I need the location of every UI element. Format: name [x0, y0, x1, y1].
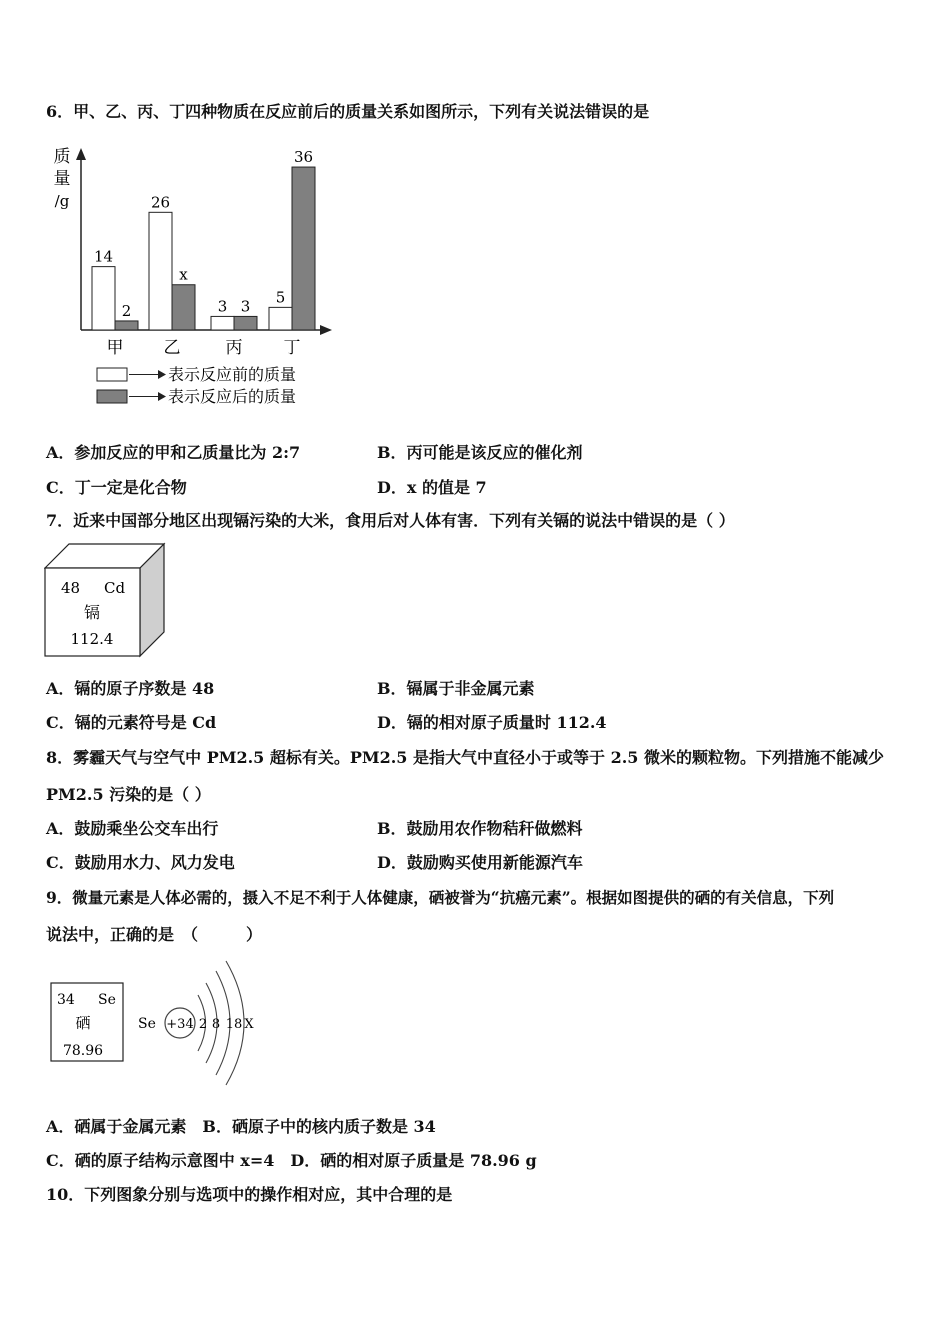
bar-甲-after [115, 321, 138, 330]
q7-element-cube [44, 542, 174, 662]
bar-乙-before [149, 212, 172, 330]
q6-option-a[interactable]: A．参加反应的甲和乙质量比为 2:7 [46, 443, 301, 462]
q8-option-a[interactable]: A．鼓励乘坐公交车出行 [46, 819, 219, 838]
data-label-乙-before: 26 [150, 193, 171, 212]
se-atomic-number: 34 [57, 992, 75, 1008]
nucleus-charge: +34 [166, 1017, 194, 1032]
q8-stem-line1: 8．雾霾天气与空气中 PM2.5 超标有关。PM2.5 是指大气中直径小于或等于 2.5 微米的颗粒物。下列措施不能减少 [46, 748, 884, 767]
q7-option-c[interactable]: C．镉的元素符号是 Cd [46, 713, 217, 732]
data-label-丙-after: 3 [240, 297, 251, 316]
shell-4-electrons: X [244, 1017, 254, 1032]
se-mass: 78.96 [62, 1043, 104, 1059]
q6-stem: 6．甲、乙、丙、丁四种物质在反应前后的质量关系如图所示，下列有关说法错误的是 [46, 102, 650, 121]
cd-name: 镉 [83, 603, 101, 622]
q6-option-b[interactable]: B．丙可能是该反应的催化剂 [377, 443, 583, 462]
bar-乙-after [172, 285, 195, 330]
diagram-symbol: Se [138, 1016, 156, 1032]
q7-option-a[interactable]: A．镉的原子序数是 48 [46, 679, 215, 698]
q10-stem: 10．下列图象分别与选项中的操作相对应，其中合理的是 [46, 1185, 453, 1204]
y-axis-arrow [76, 148, 86, 160]
legend-swatch-before [97, 368, 127, 381]
bar-丙-before [211, 316, 234, 330]
bar-丁-after [292, 167, 315, 330]
category-label-丁: 丁 [283, 338, 301, 358]
bar-丙-after [234, 316, 257, 330]
q6-option-d[interactable]: D．x 的值是 7 [377, 478, 487, 497]
x-axis-arrow [320, 325, 332, 335]
legend-label-before: 表示反应前的质量 [168, 365, 297, 384]
cd-mass: 112.4 [70, 630, 114, 648]
cd-atomic-number: 48 [61, 579, 81, 597]
q8-option-d[interactable]: D．鼓励购买使用新能源汽车 [377, 853, 583, 872]
q6-bar-chart [40, 138, 380, 418]
category-label-甲: 甲 [106, 338, 124, 358]
data-label-乙-after: x [179, 265, 188, 284]
legend-swatch-after [97, 390, 127, 403]
q9-stem-line1: 9．微量元素是人体必需的，摄入不足不利于人体健康，硒被誉为“抗癌元素”。根据如图提供的硒的有关信息，下列 [46, 888, 835, 907]
q8-option-b[interactable]: B．鼓励用农作物秸秆做燃料 [377, 819, 583, 838]
q6-option-c[interactable]: C．丁一定是化合物 [46, 478, 187, 497]
legend-label-after: 表示反应后的质量 [168, 387, 297, 406]
q7-stem: 7．近来中国部分地区出现镉污染的大米，食用后对人体有害．下列有关镉的说法中错误的是（ ） [46, 511, 735, 530]
shell-1-electrons: 2 [198, 1017, 208, 1032]
category-label-乙: 乙 [163, 338, 181, 358]
q9-stem-line2: 说法中，正确的是 （ ） [46, 925, 263, 944]
category-label-丙: 丙 [225, 338, 243, 358]
q9-selenium-figure [48, 955, 278, 1090]
bar-丁-before [269, 307, 292, 330]
data-label-丙-before: 3 [217, 297, 228, 316]
q7-option-d[interactable]: D．镉的相对原子质量时 112.4 [377, 713, 607, 732]
q9-options-cd[interactable]: C．硒的原子结构示意图中 x=4 D．硒的相对原子质量是 78.96 g [46, 1151, 537, 1170]
ylabel-char-1: 质 [53, 147, 71, 167]
ylabel-unit: /g [54, 192, 70, 210]
se-name: 硒 [75, 1014, 91, 1032]
q8-stem-line2: PM2.5 污染的是（ ） [46, 785, 211, 804]
q9-options-ab[interactable]: A．硒属于金属元素 B．硒原子中的核内质子数是 34 [46, 1117, 436, 1136]
data-label-甲-after: 2 [121, 301, 132, 320]
shell-2-electrons: 8 [211, 1017, 221, 1032]
se-symbol: Se [98, 992, 116, 1008]
cd-symbol: Cd [104, 579, 126, 597]
q7-option-b[interactable]: B．镉属于非金属元素 [377, 679, 535, 698]
q8-option-c[interactable]: C．鼓励用水力、风力发电 [46, 853, 235, 872]
data-label-丁-after: 36 [293, 148, 314, 167]
ylabel-char-2: 量 [53, 169, 71, 189]
data-label-丁-before: 5 [275, 288, 286, 307]
data-label-甲-before: 14 [93, 247, 114, 266]
bar-甲-before [92, 267, 115, 330]
shell-3-electrons: 18 [225, 1017, 243, 1032]
